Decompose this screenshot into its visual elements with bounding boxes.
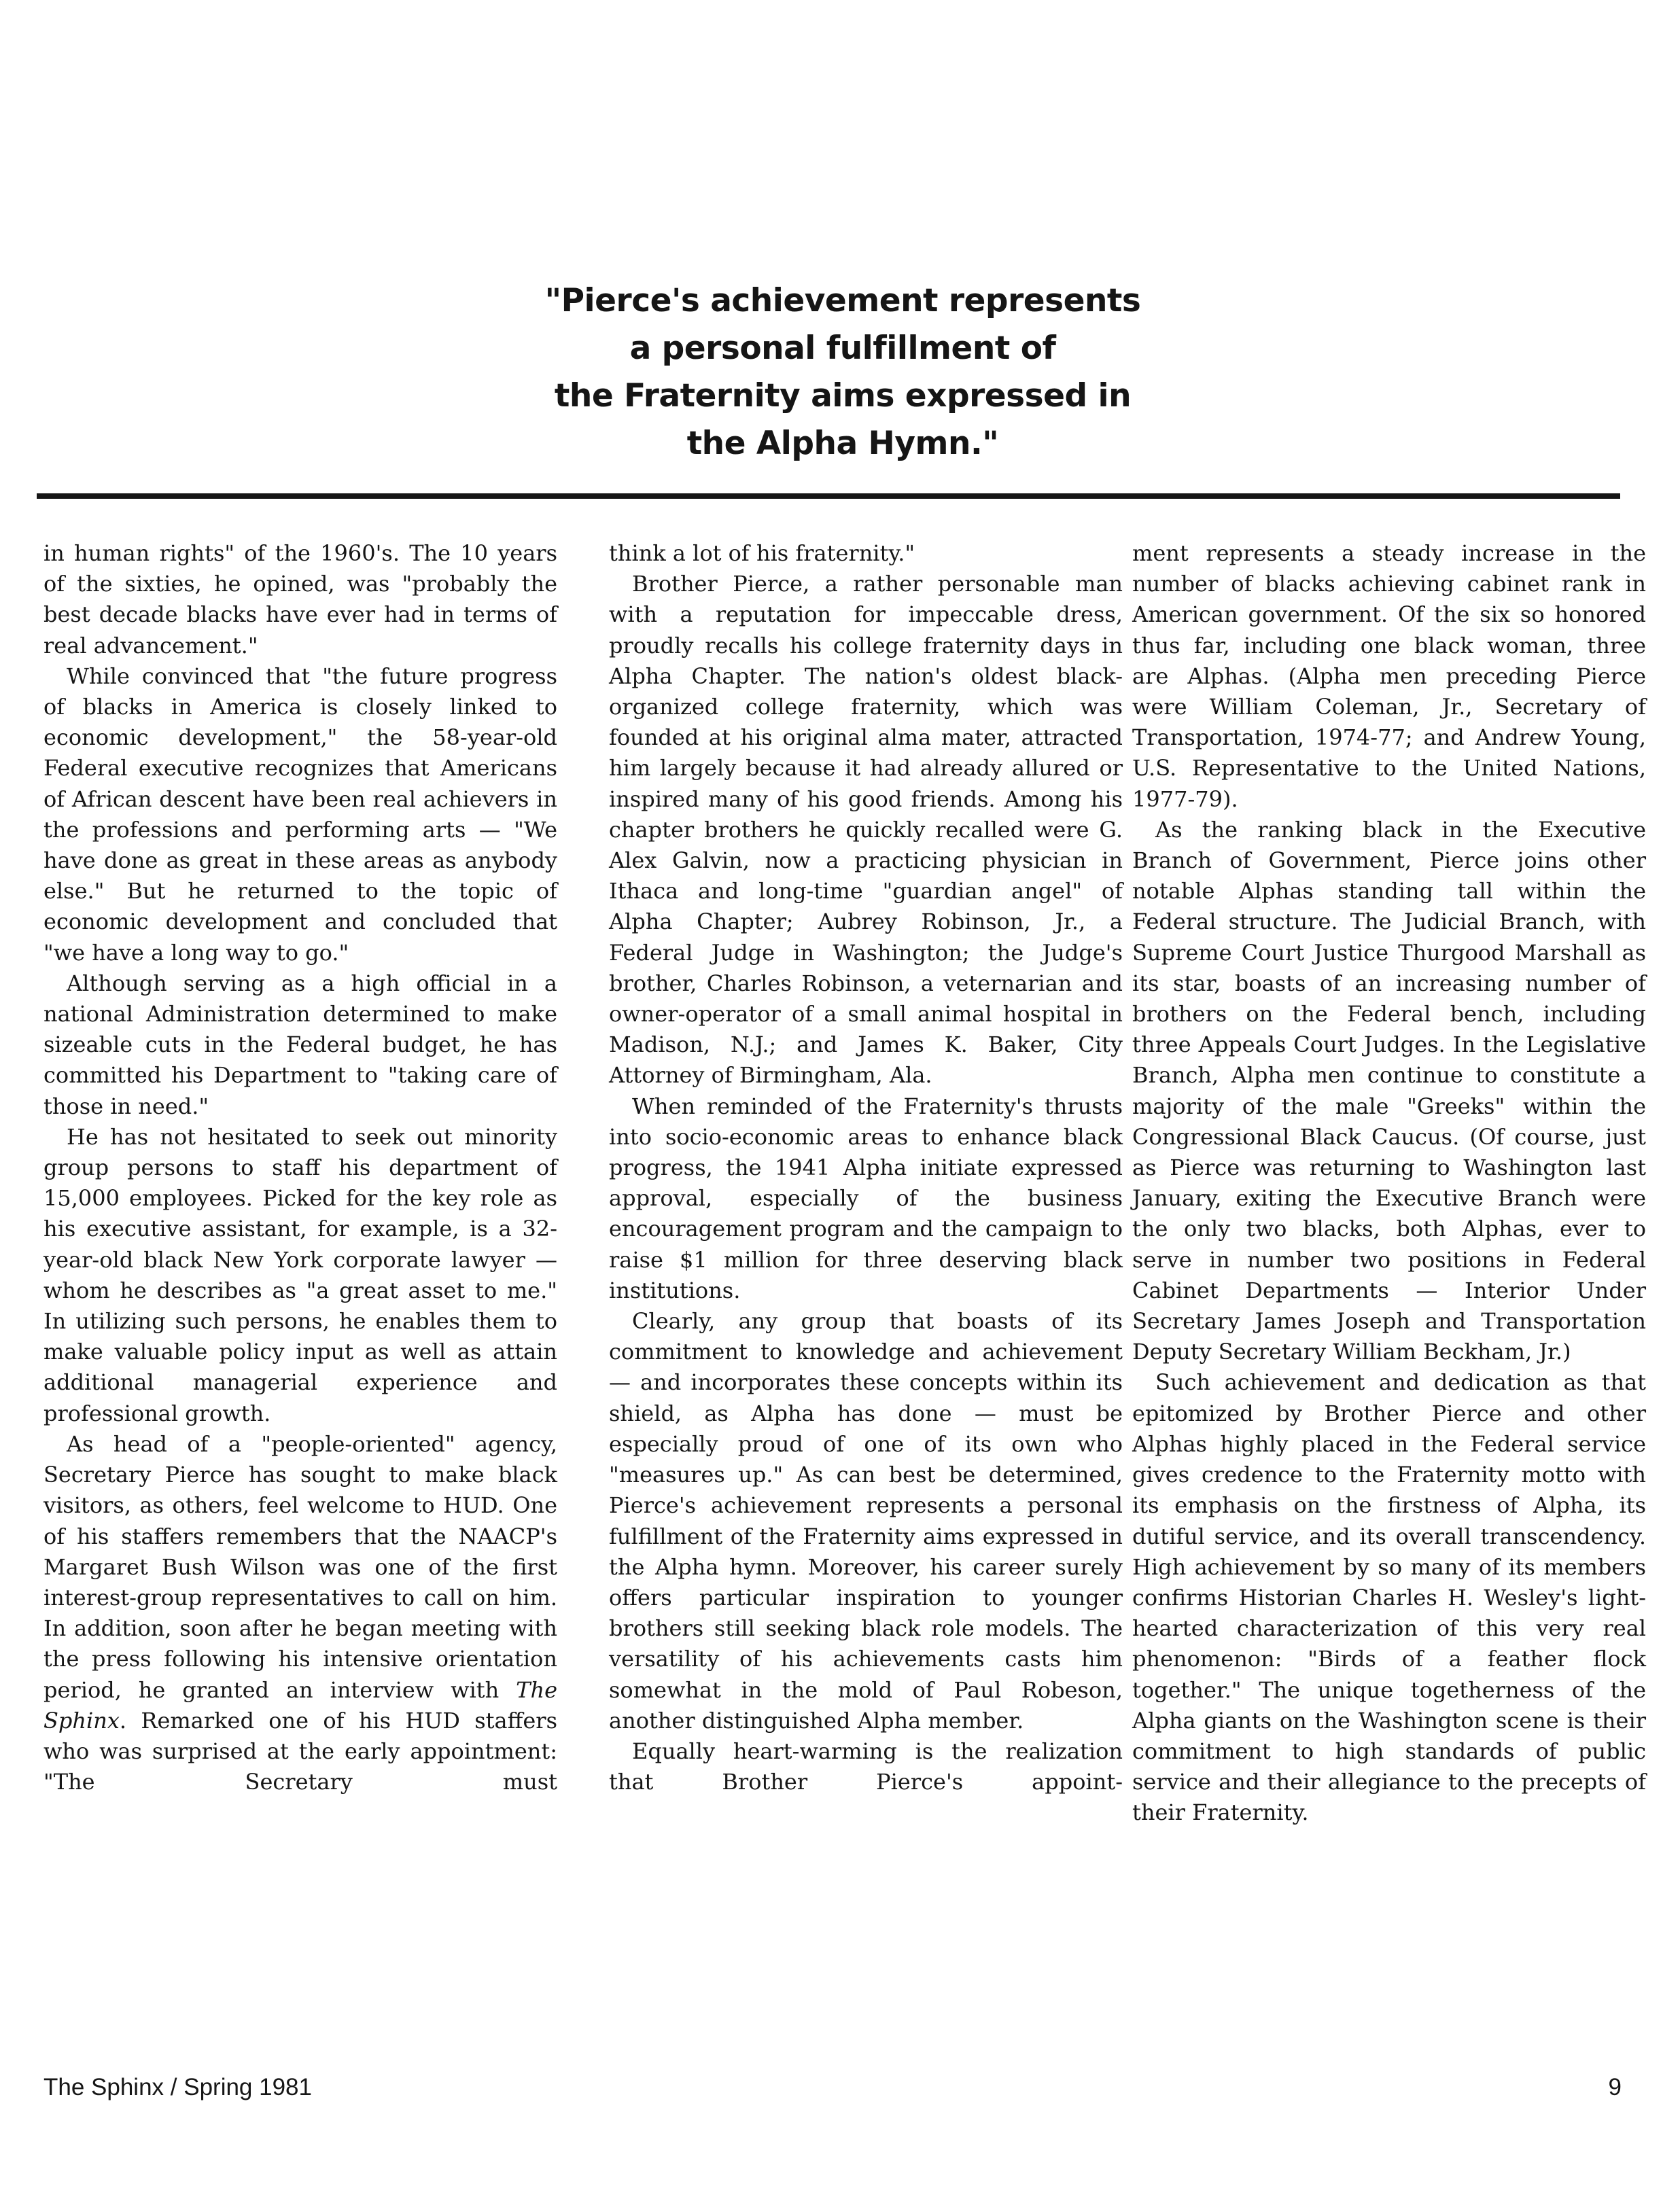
paragraph: While convinced that "the future progress of blacks in America is closely linked to economic development," the 58-year-old Federal executive recognizes that Americans of African descent have been real achievers in the professions and performing arts — "We have done as great in these areas as anybody else." But he returned to the topic of economic development and concluded that "we have a long way to go." xyxy=(43,663,557,966)
paragraph-text: . Remarked one of his HUD staffers who was surprised at the early appointment: "The Secretary must xyxy=(43,1707,557,1795)
paragraph: ment represents a steady increase in the number of blacks achieving cabinet rank in American government. Of the six so honored thus far, including one black woman, three are Alphas. (Alpha men preceding Pierce were William Coleman, Jr., Secretary of Transportation, 1974-77; and Andrew Young, U.S. Representative to the United Nations, 1977-79). xyxy=(1132,540,1646,812)
paragraph xyxy=(43,1429,557,1797)
pull-quote-line: the Alpha Hymn." xyxy=(686,425,999,462)
paragraph: When reminded of the Fraternity's thrusts into socio-economic areas to enhance black progress, the 1941 Alpha initiate expressed approval, especially of the business encouragement program and the campaign to raise $1 million for three deserving black institutions. xyxy=(609,1093,1123,1303)
article-column-2 xyxy=(609,538,1123,1797)
article-column-3 xyxy=(1132,538,1646,1829)
pull-quote-line: the Fraternity aims expressed in xyxy=(554,377,1132,415)
paragraph: Equally heart-warming is the realization that Brother Pierce's appoint- xyxy=(609,1738,1123,1795)
paragraph: in human rights" of the 1960's. The 10 years of the sixties, he opined, was "probably the best decade blacks have ever had in terms of real advancement." xyxy=(43,540,557,658)
pull-quote-line: "Pierce's achievement represents xyxy=(544,282,1141,319)
pull-quote-line: a personal fulfillment of xyxy=(629,330,1056,367)
horizontal-rule xyxy=(37,493,1620,499)
paragraph: Brother Pierce, a rather personable man with a reputation for impeccable dress, proudly recalls his college fraternity days in Alpha Chapter. The nation's oldest black-organized college fraternity, which was founded at his original alma mater, attracted him largely because it had already allured or inspired many of his good friends. Among his chapter brothers he quickly recalled were G. Alex Galvin, now a practicing physician in Ithaca and long-time "guardian angel" of Alpha Chapter; Aubrey Robinson, Jr., a Federal Judge in Washington; the Judge's brother, Charles Robinson, a veternarian and owner-operator of a small animal hospital in Madison, N.J.; and James K. Baker, City Attorney of Birmingham, Ala. xyxy=(609,571,1123,1089)
paragraph: think a lot of his fraternity." xyxy=(609,540,915,566)
article-column-1 xyxy=(43,538,557,1797)
pull-quote xyxy=(489,277,1196,468)
footer-publication: The Sphinx / Spring 1981 xyxy=(43,2074,312,2100)
page-number: 9 xyxy=(1608,2074,1622,2100)
paragraph: As the ranking black in the Executive Branch of Government, Pierce joins other notable Alphas standing tall within the Federal structure. The Judicial Branch, with Supreme Court Justice Thurgood Marshall as its star, boasts of an increasing number of brothers on the Federal bench, including three Appeals Court Judges. In the Legislative Branch, Alpha men continue to constitute a majority of the male "Greeks" within the Congressional Black Caucus. (Of course, just as Pierce was returning to Washington last January, exiting the Executive Branch were the only two blacks, both Alphas, ever to serve in number two positions in Federal Cabinet Departments — Interior Under Secretary James Joseph and Transportation Deputy Secretary William Beckham, Jr.) xyxy=(1132,816,1646,1365)
paragraph: Such achievement and dedication as that epitomized by Brother Pierce and other Alphas highly placed in the Federal service gives credence to the Fraternity motto with its emphasis on the firstness of Alpha, its dutiful service, and its overall transcendency. High achievement by so many of its members confirms Historian Charles H. Wesley's light-hearted characterization of this very real phenomenon: "Birds of a feather flock together." The unique togetherness of the Alpha giants on the Washington scene is their commitment to high standards of public service and their allegiance to the precepts of their Fraternity. xyxy=(1132,1369,1646,1826)
paragraph-text: As head of a "people-oriented" agency, Secretary Pierce has sought to make black visitors, as others, feel welcome to HUD. One of his staffers remembers that the NAACP's Margaret Bush Wilson was one of the first interest-group representatives to call on him. In addition, soon after he began meeting with the press following his intensive orientation period, he granted an interview with xyxy=(43,1430,557,1703)
paragraph: Clearly, any group that boasts of its commitment to knowledge and achievement — and incorporates these concepts within its shield, as Alpha has done — must be especially proud of one of its own who "measures up." As can best be determined, Pierce's achievement represents a personal fulfillment of the Fraternity aims expressed in the Alpha hymn. Moreover, his career surely offers particular inspiration to younger brothers still seeking black role models. The versatility of his achievements casts him somewhat in the mold of Paul Robeson, another distinguished Alpha member. xyxy=(609,1308,1123,1734)
paragraph: Although serving as a high official in a national Administration determined to make sizeable cuts in the Federal budget, he has committed his Department to "taking care of those in need." xyxy=(43,970,557,1119)
publication-title: The Sphinx xyxy=(43,1676,557,1734)
paragraph: He has not hesitated to seek out minority group persons to staff his department of 15,000 employees. Picked for the key role as his executive assistant, for example, is a 32-year-old black New York corporate lawyer — whom he describes as "a great asset to me." In utilizing such persons, he enables them to make valuable policy input as well as attain additional managerial experience and professional growth. xyxy=(43,1123,557,1426)
